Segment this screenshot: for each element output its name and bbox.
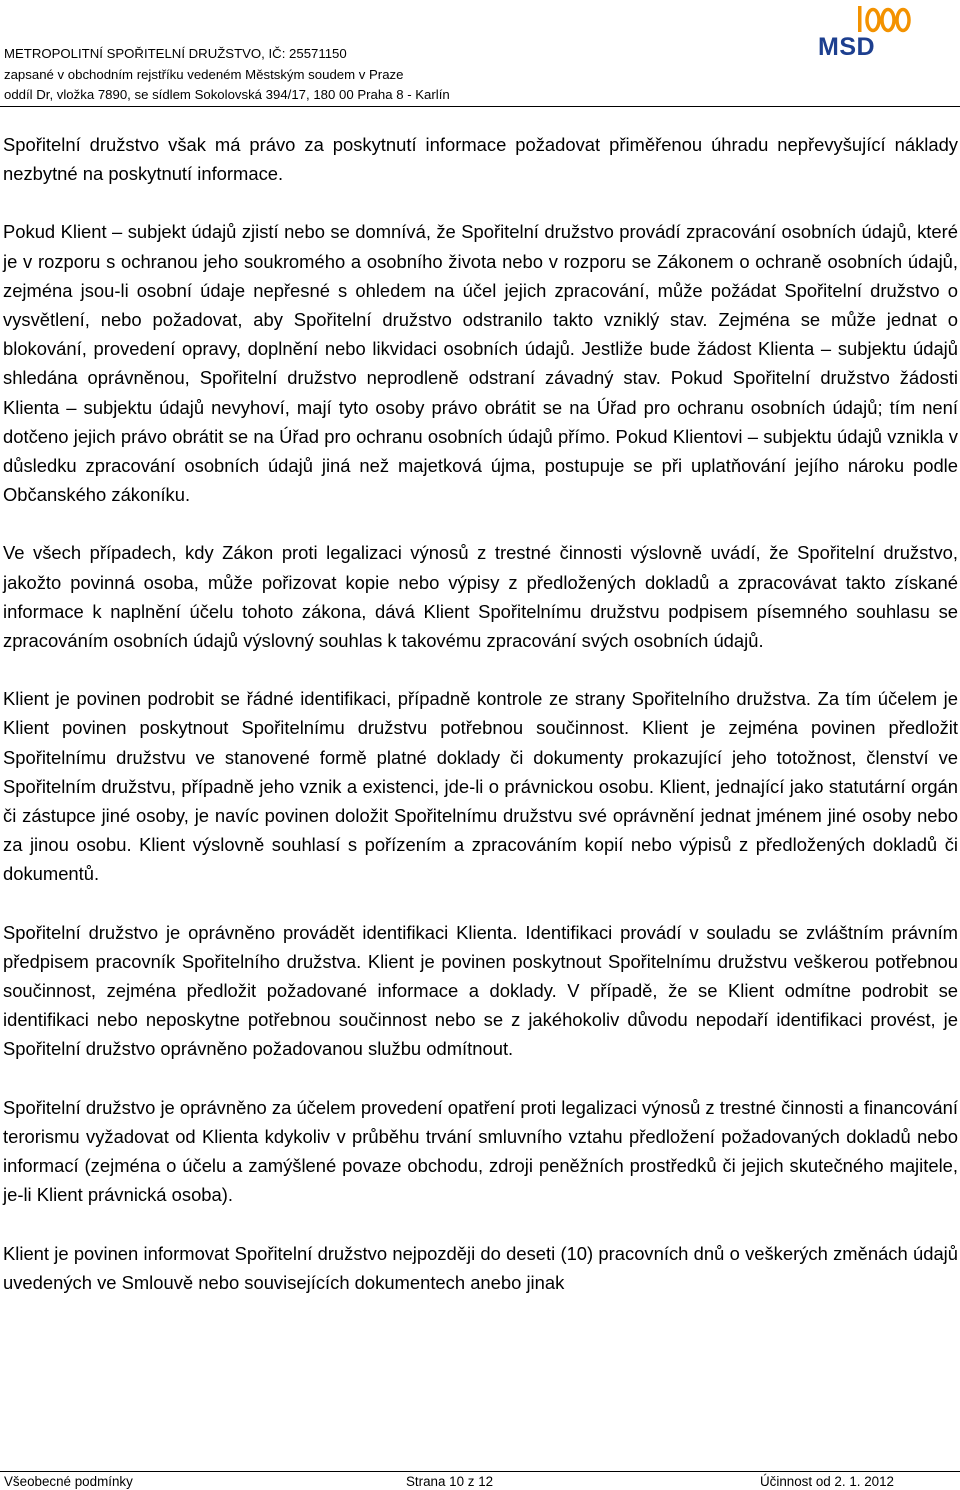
paragraph-fee: Spořitelní družstvo však má právo za poskytnutí informace požadovat přiměřenou úhradu nepřevyšující náklady nezbytné na poskytnutí informace.: [3, 134, 958, 185]
paragraph-aml-documents: Spořitelní družstvo je oprávněno za účelem provedení opatření proti legalizaci výnosů z trestné činnosti a financování terorismu vyžadovat od Klienta kdykoliv v průběhu trvání smluvního vztahu předložení požadovaných dokladů nebo informací (zejména o účelu a zamýšlené povaze obchodu, zdroji peněžních prostředků či jejich skutečného majitele, je-li Klient právnická osoba).: [3, 1096, 958, 1206]
header-company-line: METROPOLITNÍ SPOŘITELNÍ DRUŽSTVO, IČ: 25571150: [4, 46, 347, 61]
footer-effective-date: Účinnost od 2. 1. 2012: [760, 1474, 894, 1489]
logo-mark-icon: [856, 3, 912, 35]
logo-text: MSD: [818, 33, 876, 61]
logo-ring-2: [882, 10, 894, 31]
msd-logo: [812, 3, 912, 63]
header-registry-line: zapsané v obchodním rejstříku vedeném Městským soudem v Praze: [4, 66, 404, 82]
footer-divider: [0, 1471, 960, 1472]
logo-ring-1: [867, 10, 879, 31]
paragraph-identification-right: Spořitelní družstvo je oprávněno provádět identifikaci Klienta. Identifikaci provádí v souladu se zvláštním právním předpisem pracovník Spořitelního družstva. Klient je povinen poskytnout Spořitelnímu družstvu veškerou potřebnou součinnost, zejména předložit požadované informace a doklady. V případě, že se Klient odmítne podrobit se identifikaci nebo neposkytne potřebnou součinnost nebo se z jakéhokoliv důvodu nepodaří identifikaci provést, je Spořitelní družstvo oprávněno požadovanou službu odmítnout.: [3, 921, 958, 1060]
header-divider: [0, 106, 960, 107]
paragraph-data-protection: Pokud Klient – subjekt údajů zjistí nebo se domnívá, že Spořitelní družstvo provádí zpracování osobních údajů, které je v rozporu s ochranou jeho soukromého a osobního života nebo v rozporu se Zákonem o ochraně osobních údajů, zejména jsou-li osobní údaje nepřesné s ohledem na účel jejich zpracování, může požádat Spořitelní družstvo o vysvětlení, nebo požadovat, aby Spořitelní družstvo odstranilo takto vzniklý stav. Zejména se může jednat o blokování, provedení opravy, doplnění nebo likvidaci osobních údajů. Jestliže bude žádost Klienta – subjektu údajů shledána oprávněnou, Spořitelní družstvo neprodleně odstraní závadný stav. Pokud Spořitelní družstvo žádosti Klienta – subjektu údajů nevyhoví, mají tyto osoby právo obrátit se na Úřad pro ochranu osobních údajů; tím není dotčeno jejich právo obrátit se na Úřad pro ochranu osobních údajů přímo. Pokud Klientovi – subjektu údajů vznikla v důsledku zpracování osobních údajů jiná než majetková újma, postupuje se při uplatňování jejího nároku podle Občanského zákoníku.: [3, 221, 958, 506]
header-address-line: oddíl Dr, vložka 7890, se sídlem Sokolovská 394/17, 180 00 Praha 8 - Karlín: [4, 87, 450, 102]
paragraph-change-notice: Klient je povinen informovat Spořitelní družstvo nejpozději do deseti (10) pracovních dnů o veškerých změnách údajů uvedených ve Smlouvě nebo souvisejících dokumentech anebo jinak: [3, 1242, 958, 1293]
footer-title: Všeobecné podmínky: [4, 1474, 133, 1489]
logo-bar: [858, 6, 862, 32]
document-footer: [0, 1474, 960, 1490]
paragraph-copies-consent: Ve všech případech, kdy Zákon proti legalizaci výnosů z trestné činnosti výslovně uvádí, že Spořitelní družstvo, jakožto povinná osoba, může pořizovat kopie nebo výpisy z předložených dokladů a zpracovávat takto získané informace k naplnění účelu tohoto zákona, dává Klient Spořitelnímu družstvu podpisem písemného souhlasu se zpracováním osobních údajů výslovný souhlas k takovému zpracování svých osobních údajů.: [3, 542, 958, 652]
logo-ring-3: [897, 10, 909, 31]
paragraph-identification-duty: Klient je povinen podrobit se řádné identifikaci, případně kontrole ze strany Spořitelního družstva. Za tím účelem je Klient povinen poskytnout Spořitelnímu družstvu potřebnou součinnost. Klient je zejména povinen předložit Spořitelnímu družstvu ve stanovené formě platné doklady či dokumenty prokazující jeho totožnost, členství ve Spořitelním družstvu, případně jeho vznik a existenci, jde-li o právnickou osobu. Klient, jednající jako statutární orgán či zástupce jiné osoby, je navíc povinen doložit Spořitelnímu družstvu své oprávnění jednat jménem jiné osoby nebo za jinou osobu. Klient výslovně souhlasí s pořízením a zpracováním kopií nebo výpisů z předložených dokladů či dokumentů.: [3, 688, 958, 885]
document-header: [4, 44, 804, 106]
footer-page-number: Strana 10 z 12: [406, 1474, 494, 1489]
document-body: [3, 130, 958, 1297]
